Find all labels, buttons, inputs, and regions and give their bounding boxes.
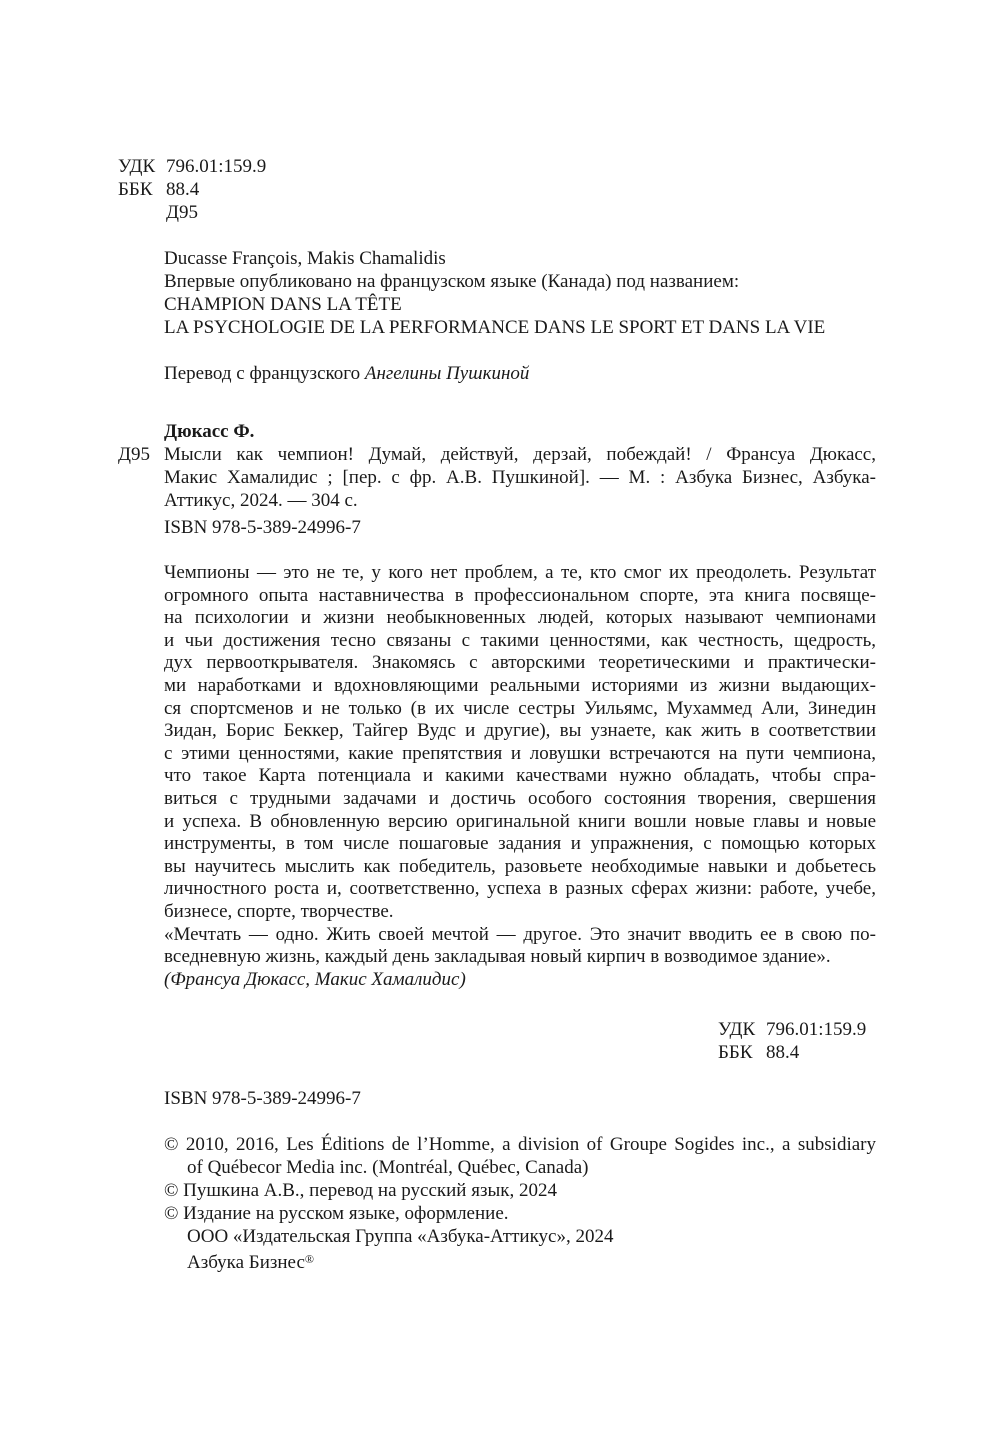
- quote-line: вседневную жизнь, каждый день закладывая новый кирпич в возводимое здание».: [164, 946, 831, 968]
- copyright-edition: © Издание на русском языке, оформление.: [164, 1203, 509, 1224]
- annotation-line: инструменты, в том числе пошаговые задания и упражнения, с помощью которых: [164, 833, 876, 855]
- first-published-note: Впервые опубликовано на французском языке (Канада) под названием:: [164, 271, 740, 292]
- isbn-top: ISBN 978-5-389-24996-7: [164, 517, 361, 538]
- udk-value: 796.01:159.9: [766, 1019, 867, 1040]
- translation-prefix: Перевод с французского: [164, 363, 361, 384]
- bbk-value: 88.4: [766, 1042, 800, 1063]
- bib-line: Аттикус, 2024. — 304 с.: [164, 490, 358, 511]
- bibliographic-sign: Д95: [118, 444, 150, 465]
- registered-mark: ®: [304, 1252, 315, 1266]
- annotation-line: с этими ценностями, какие препятствия и ловушки встречаются на пути чемпиона,: [164, 742, 876, 764]
- bbk-value: 88.4: [166, 179, 200, 200]
- udk-label: УДК: [718, 1019, 756, 1040]
- imprint-brand: [187, 1248, 314, 1274]
- brand-name: Азбука Бизнес: [187, 1252, 305, 1273]
- translator-name: Ангелины Пушкиной: [364, 363, 530, 384]
- udk-label: УДК: [118, 156, 156, 177]
- annotation: [164, 562, 876, 991]
- udk-value: 796.01:159.9: [166, 156, 267, 177]
- udk-top: [118, 155, 266, 178]
- bbk-bottom: [718, 1041, 799, 1064]
- bbk-label: ББК: [718, 1042, 753, 1063]
- isbn-bottom: ISBN 978-5-389-24996-7: [164, 1088, 361, 1109]
- annotation-line: и успеха. В обновленную версию оригинальной книги вошли новые главы и новые: [164, 810, 876, 832]
- original-title-line1: CHAMPION DANS LA TÊTE: [164, 294, 402, 315]
- annotation-line: и чьи достижения тесно связаны с такими ценностями, как честность, щедрость,: [164, 629, 876, 651]
- annotation-line: огромного опыта наставничества в профессиональном спорте, эта книга посвяще-: [164, 584, 876, 606]
- annotation-line: ся спортсменов и не только (в их числе сестры Уильямс, Мухаммед Али, Зинедин: [164, 697, 876, 719]
- annotation-line: ми наработками и вдохновляющими реальными историями из жизни выдающих-: [164, 674, 876, 696]
- copyright-publisher: ООО «Издательская Группа «Азбука-Аттикус», 2024: [187, 1226, 614, 1247]
- original-title-line2: LA PSYCHOLOGIE DE LA PERFORMANCE DANS LE SPORT ET DANS LA VIE: [164, 317, 826, 338]
- annotation-line: вы научитесь мыслить как победитель, разовьете необходимые навыки и добьетесь: [164, 855, 876, 877]
- annotation-line: что такое Карта потенциала и какими качествами нужно обладать, чтобы спра-: [164, 765, 876, 787]
- annotation-line: бизнесе, спорте, творчестве.: [164, 900, 394, 922]
- quote-attribution: (Франсуа Дюкасс, Макис Хамалидис): [164, 968, 466, 990]
- annotation-line: Чемпионы — это не те, у кого нет проблем, а те, кто смог их преодолеть. Результат: [164, 562, 876, 583]
- udk-bottom: [718, 1018, 866, 1041]
- annotation-line: личностного роста и, соответственно, успеха в разных сферах жизни: работе, учебе,: [164, 878, 876, 900]
- annotation-line: Зидан, Борис Беккер, Тайгер Вудс и другие), вы узнаете, как жить в соответствии: [164, 720, 876, 742]
- translation-credit: [164, 362, 529, 385]
- author-sign-top: Д95: [166, 202, 198, 223]
- bbk-top: [118, 178, 199, 201]
- copyright-line: © 2010, 2016, Les Éditions de l’Homme, a division of Groupe Sogides inc., a subsidiary: [164, 1134, 876, 1155]
- quote-line: «Мечтать — одно. Жить своей мечтой — другое. Это значит вводить ее в свою по-: [164, 923, 876, 945]
- author-heading: Дюкасс Ф.: [164, 421, 255, 442]
- bbk-label: ББК: [118, 179, 153, 200]
- bibliographic-description: [164, 443, 876, 512]
- bib-line: Мысли как чемпион! Думай, действуй, дерзай, побеждай! / Франсуа Дюкасс,: [164, 444, 876, 465]
- original-authors: Ducasse François, Makis Chamalidis: [164, 248, 446, 269]
- copyright-line-cont: of Québecor Media inc. (Montréal, Québec, Canada): [187, 1157, 589, 1178]
- copyright-translation: © Пушкина А.В., перевод на русский язык, 2024: [164, 1180, 557, 1201]
- annotation-line: виться с трудными задачами и достичь особого состояния творения, свершения: [164, 787, 876, 809]
- bib-line: Макис Хамалидис ; [пер. с фр. А.В. Пушкиной]. — М. : Азбука Бизнес, Азбука-: [164, 467, 876, 488]
- annotation-line: дух первооткрывателя. Знакомясь с авторскими теоретическими и практически-: [164, 652, 876, 674]
- annotation-line: на психологии и жизни необыкновенных людей, которых называют чемпионами: [164, 607, 876, 629]
